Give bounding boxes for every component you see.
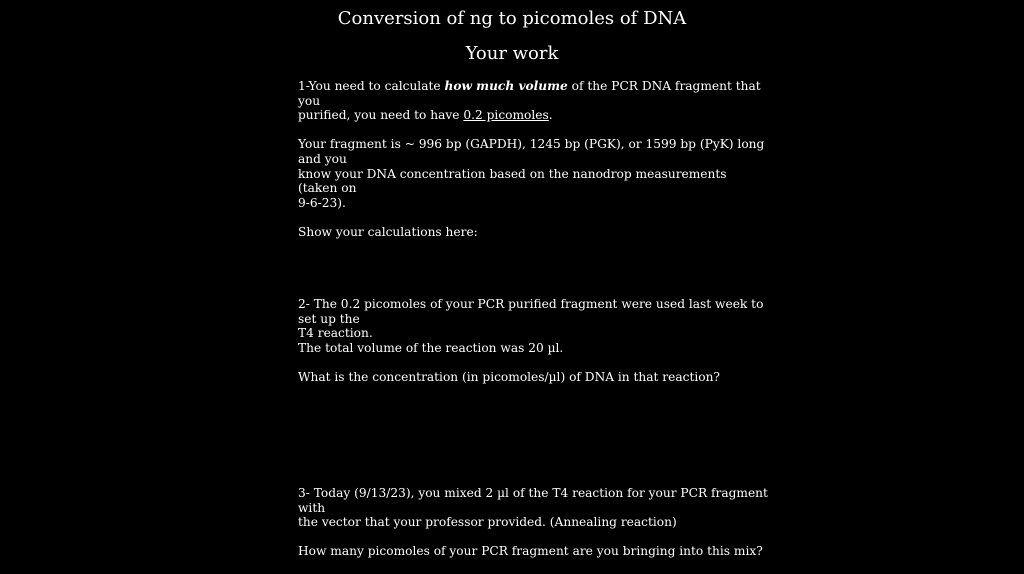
q1-line-2-post: . <box>548 108 553 123</box>
q1-line-1-post: of the PCR DNA fragment that you <box>298 79 761 108</box>
q3-line-1: 3- Today (9/13/23), you mixed 2 µl of the T4 reaction for your PCR fragment with <box>298 486 768 515</box>
q1-fragment-line-1: Your fragment is ~ 996 bp (GAPDH), 1245 bp (PGK), or 1599 bp (PyK) long and you <box>298 137 765 166</box>
slide-subtitle: Your work <box>465 43 559 64</box>
q2-line-2: T4 reaction. <box>298 326 373 341</box>
q1-line-1 <box>298 79 768 108</box>
q1-line-2 <box>298 108 768 123</box>
q1-underlined-amount: 0.2 picomoles <box>463 108 549 123</box>
q1-emphasis: how much volume <box>444 79 568 93</box>
question-2 <box>298 297 768 385</box>
question-3 <box>298 486 768 559</box>
slide-title: Conversion of ng to picomoles of DNA <box>337 8 687 29</box>
q1-line-1-pre: 1-You need to calculate <box>298 79 445 93</box>
q1-line-2-pre: purified, you need to have <box>298 108 464 123</box>
q2-line-3: The total volume of the reaction was 20 µl. <box>298 340 564 355</box>
q2-line-1: 2- The 0.2 picomoles of your PCR purified fragment were used last week to set up the <box>298 297 764 326</box>
q1-fragment-line-3: 9-6-23). <box>298 195 346 210</box>
q3-line-2: the vector that your professor provided. (Annealing reaction) <box>298 515 677 530</box>
q3-question: How many picomoles of your PCR fragment are you bringing into this mix? <box>298 544 763 559</box>
q1-fragment-line-2: know your DNA concentration based on the nanodrop measurements (taken on <box>298 166 727 196</box>
q1-prompt: Show your calculations here: <box>298 224 478 239</box>
q2-question: What is the concentration (in picomoles/µl) of DNA in that reaction? <box>298 369 720 384</box>
question-1 <box>298 79 768 240</box>
